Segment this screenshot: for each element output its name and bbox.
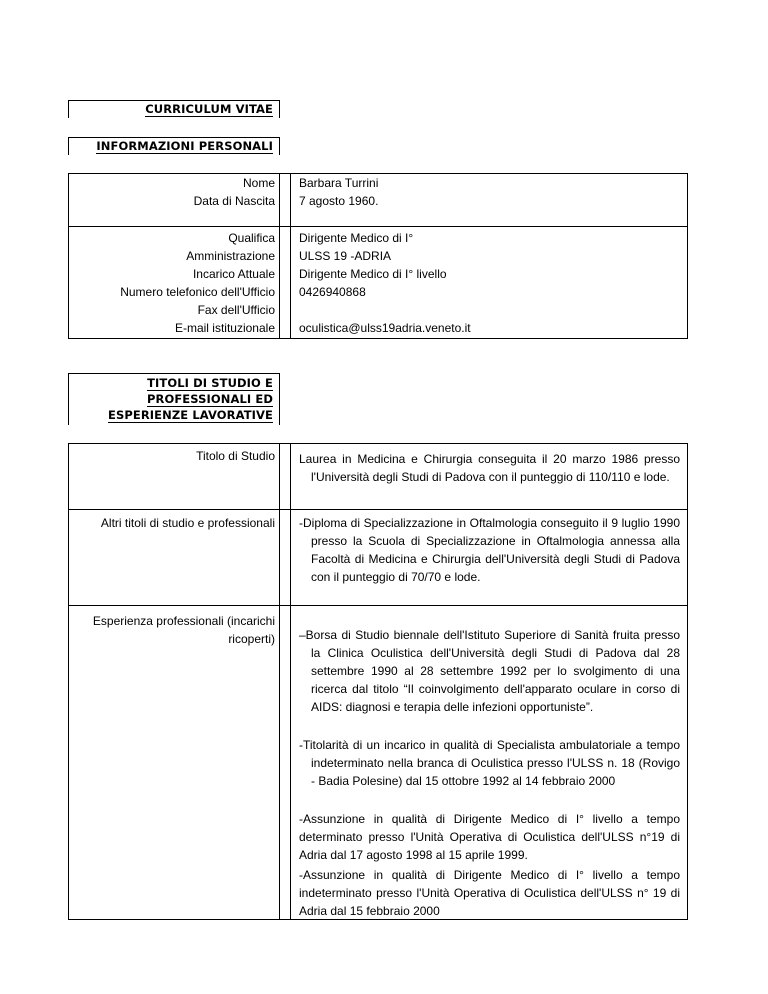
titolo-value: Laurea in Medicina e Chirurgia conseguita il 20 marzo 1986 presso l'Università degli Studi di Padova con il punteggio di 110/110 e lode.: [299, 452, 680, 484]
email-value[interactable]: oculistica@ulss19adria.veneto.it: [299, 321, 471, 335]
titles-heading: TITOLI DI STUDIO E PROFESSIONALI ED ESPERIENZE LAVORATIVE: [108, 376, 273, 422]
personal-info-title: INFORMAZIONI PERSONALI: [96, 139, 273, 153]
esperienza-item: -Titolarità di un incarico in qualità di Specialista ambulatoriale a tempo indeterminato nella branca di Oculistica presso l'ULSS n. 18 (Rovigo - Badia Polesine) dal 15 ottobre 1992 al 14 febbraio 2000: [299, 738, 680, 788]
esperienza-item: -Assunzione in qualità di Dirigente Medico di I° livello a tempo indeterminato presso l'Unità Operativa di Oculistica dell'ULSS n° 19 di Adria dal 15 febbraio 2000: [299, 868, 680, 918]
altri-label: Altri titoli di studio e professionali: [100, 516, 275, 530]
row-divider: [68, 605, 688, 606]
esperienza-label: Esperienza professionali (incarichi ricoperti): [92, 614, 275, 646]
name-value: Barbara Turrini: [299, 176, 379, 190]
incarico-value: Dirigente Medico di I° livello: [299, 267, 447, 281]
esperienza-item: -Assunzione in qualità di Dirigente Medico di I° livello a tempo determinato presso l'Unità Operativa di Oculistica dell'ULSS n°19 di Adria dal 17 agosto 1998 al 15 aprile 1999.: [299, 812, 680, 862]
birth-value: 7 agosto 1960.: [299, 194, 379, 208]
qualifica-value: Dirigente Medico di I°: [299, 231, 414, 245]
birth-label: Data di Nascita: [193, 194, 275, 208]
titles-heading-box: [68, 373, 280, 425]
esperienza-item: –Borsa di Studio biennale dell'Istituto Superiore di Sanità fruita presso la Clinica Oculistica dell'Università degli Studi di Padova dal 28 settembre 1990 al 28 settembre 1992 per lo svolgimento di una ricerca dal titolo “Il coinvolgimento dell'apparato oculare in corso di AIDS: diagnosi e terapia delle infezioni opportuniste”.: [299, 628, 680, 714]
cv-title-box: [68, 100, 280, 118]
telefono-value: 0426940868: [299, 285, 366, 299]
row-divider: [68, 226, 688, 227]
telefono-label: Numero telefonico dell'Ufficio: [120, 285, 275, 299]
amministrazione-label: Amministrazione: [186, 249, 275, 263]
personal-info-title-box: [68, 137, 280, 155]
titolo-label: Titolo di Studio: [196, 449, 275, 463]
email-label: E-mail istituzionale: [174, 321, 275, 335]
row-divider: [68, 509, 688, 510]
amministrazione-value: ULSS 19 -ADRIA: [299, 249, 392, 263]
incarico-label: Incarico Attuale: [192, 267, 275, 281]
qualifica-label: Qualifica: [228, 231, 275, 245]
fax-label: Fax dell'Ufficio: [197, 303, 275, 317]
name-label: Nome: [242, 176, 275, 190]
altri-value: -Diploma di Specializzazione in Oftalmologia conseguito il 9 luglio 1990 presso la Scuola di Specializzazione in Oftalmologia annessa alla Facoltà di Medicina e Chirurgia dell'Università degli Studi di Padova con il punteggio di 70/70 e lode.: [299, 516, 680, 584]
cv-title: CURRICULUM VITAE: [145, 102, 273, 116]
